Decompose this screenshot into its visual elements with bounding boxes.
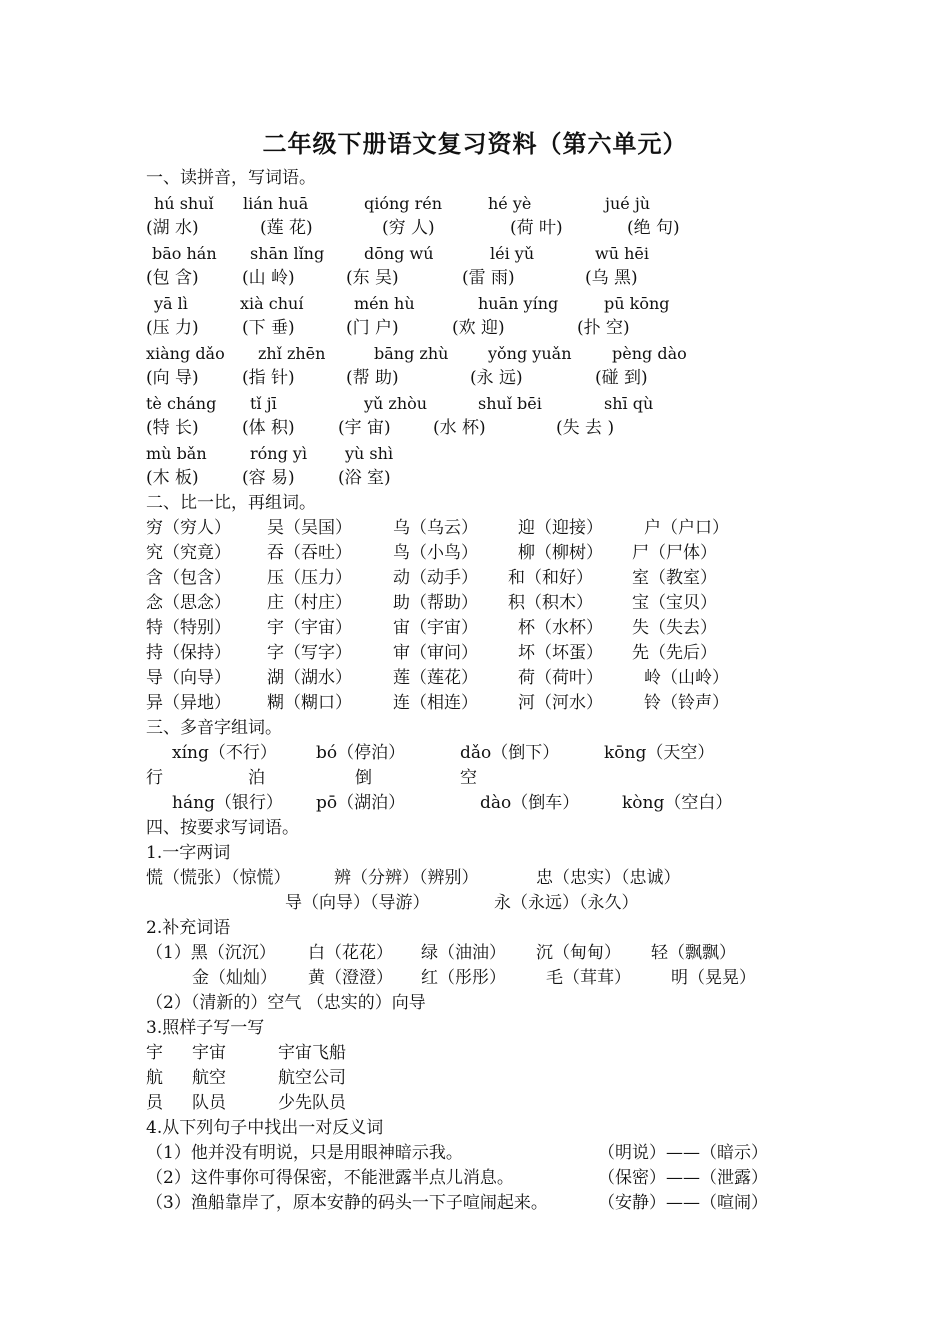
pinyin: dōng wú bbox=[364, 244, 434, 263]
compare-row bbox=[0, 666, 950, 691]
word-pair: 永（永远）（永久） bbox=[494, 893, 639, 913]
answer: (宇 宙) bbox=[338, 418, 391, 438]
answer: (向 导) bbox=[146, 368, 199, 388]
word-group: 助（帮助） bbox=[393, 593, 478, 613]
compare-row bbox=[0, 566, 950, 591]
polyphone-word: dào（倒车） bbox=[480, 793, 580, 813]
base-char: 航 bbox=[146, 1068, 163, 1088]
section-3-heading: 三、多音字组词。 bbox=[146, 718, 282, 738]
compare-row bbox=[0, 591, 950, 616]
sentence: （3）渔船靠岸了，原本安静的码头一下子喧闹起来。 bbox=[146, 1193, 548, 1213]
polyphone-word: dǎo（倒下） bbox=[460, 743, 560, 763]
answer: (山 岭) bbox=[242, 268, 295, 288]
answer: (水 杯) bbox=[433, 418, 486, 438]
pinyin: zhǐ zhēn bbox=[258, 344, 326, 363]
answer: (永 远) bbox=[470, 368, 523, 388]
word-group: 坏（坏蛋） bbox=[518, 643, 603, 663]
part-3-heading: 3.照样子写一写 bbox=[146, 1018, 265, 1038]
word-group: 动（动手） bbox=[393, 568, 478, 588]
answer-row bbox=[0, 216, 950, 241]
answer-row bbox=[0, 266, 950, 291]
answer: (门 户) bbox=[346, 318, 399, 338]
word-group: 宙（宇宙） bbox=[393, 618, 478, 638]
word-group: 含（包含） bbox=[146, 568, 231, 588]
sentence: （1）他并没有明说，只是用眼神暗示我。 bbox=[146, 1143, 463, 1163]
answer-row bbox=[0, 366, 950, 391]
phrase: 宇宙飞船 bbox=[278, 1043, 346, 1063]
word-group: 连（相连） bbox=[393, 693, 478, 713]
word-group: 吞（吞吐） bbox=[267, 543, 352, 563]
polyphone-char: 泊 bbox=[248, 768, 265, 788]
answer: (穷 人) bbox=[382, 218, 435, 238]
filled-word: 黄（澄澄） bbox=[308, 968, 393, 988]
compare-row bbox=[0, 516, 950, 541]
word-group: 持（保持） bbox=[146, 643, 231, 663]
answer: (指 针) bbox=[242, 368, 295, 388]
word: 宇宙 bbox=[192, 1043, 226, 1063]
word-group: 念（思念） bbox=[146, 593, 231, 613]
polyphone-word: háng（银行） bbox=[172, 793, 283, 813]
pinyin: xià chuí bbox=[240, 294, 304, 313]
word-pair: 忠（忠实）（忠诚） bbox=[536, 868, 681, 888]
pinyin: shuǐ bēi bbox=[478, 394, 542, 413]
pinyin: pèng dào bbox=[612, 344, 687, 363]
polyphone-word: kòng（空白） bbox=[622, 793, 733, 813]
pinyin: léi yǔ bbox=[490, 244, 535, 263]
phrase: 少先队员 bbox=[278, 1093, 346, 1113]
word-group: 庄（村庄） bbox=[267, 593, 352, 613]
pinyin: hú shuǐ bbox=[154, 194, 214, 213]
filled-word: 毛（茸茸） bbox=[546, 968, 631, 988]
filled-word: 绿（油油） bbox=[421, 943, 506, 963]
answer: (莲 花) bbox=[260, 218, 313, 238]
answer: (下 垂) bbox=[242, 318, 295, 338]
antonym-row bbox=[0, 1166, 950, 1191]
word-group: 压（压力） bbox=[267, 568, 352, 588]
word-group: 湖（湖水） bbox=[267, 668, 352, 688]
section-4-heading: 四、按要求写词语。 bbox=[146, 818, 299, 838]
polyphone-char: 倒 bbox=[355, 768, 372, 788]
word-group: 审（审问） bbox=[393, 643, 478, 663]
compare-row bbox=[0, 616, 950, 641]
section-1-heading: 一、读拼音，写词语。 bbox=[146, 168, 316, 188]
antonym-row bbox=[0, 1141, 950, 1166]
answer-row bbox=[0, 316, 950, 341]
word-group: 宇（宇宙） bbox=[267, 618, 352, 638]
pinyin: xiàng dǎo bbox=[146, 344, 225, 363]
word-pair: 慌（慌张）（惊慌） bbox=[146, 868, 291, 888]
sentence: （2）这件事你可得保密，不能泄露半点儿消息。 bbox=[146, 1168, 514, 1188]
pinyin: tǐ jī bbox=[250, 394, 277, 413]
answer: (特 长) bbox=[146, 418, 199, 438]
polyphone-word: bó（停泊） bbox=[316, 743, 406, 763]
pinyin: mù bǎn bbox=[146, 444, 207, 463]
word-group: 乌（乌云） bbox=[393, 518, 478, 538]
filled-word: （1）黑（沉沉） bbox=[146, 943, 276, 963]
pinyin: róng yì bbox=[250, 444, 308, 463]
pinyin: yā lì bbox=[154, 294, 188, 313]
polyphone-chars bbox=[0, 766, 950, 791]
pinyin: yǔ zhòu bbox=[364, 394, 428, 413]
answer: (乌 黑) bbox=[585, 268, 638, 288]
fill-words-row bbox=[0, 966, 950, 991]
one-char-two-words-row bbox=[0, 891, 950, 916]
antonym-pair: （明说）——（暗示） bbox=[598, 1143, 768, 1163]
pinyin-row bbox=[0, 191, 950, 216]
word-group: 积（积木） bbox=[508, 593, 593, 613]
answer: (体 积) bbox=[242, 418, 295, 438]
word-group: 杯（水杯） bbox=[518, 618, 603, 638]
pinyin: yǒng yuǎn bbox=[488, 344, 572, 363]
antonym-row bbox=[0, 1191, 950, 1216]
answer: (压 力) bbox=[146, 318, 199, 338]
polyphone-word: kōng（天空） bbox=[604, 743, 715, 763]
answer: (容 易) bbox=[242, 468, 295, 488]
answer: (帮 助) bbox=[346, 368, 399, 388]
example-row bbox=[0, 1091, 950, 1116]
filled-word: 沉（甸甸） bbox=[536, 943, 621, 963]
word-group: 导（向导） bbox=[146, 668, 231, 688]
polyphone-word: pō（湖泊） bbox=[316, 793, 406, 813]
pinyin: bāo hán bbox=[152, 244, 217, 263]
polyphone-char: 空 bbox=[460, 768, 477, 788]
answer-row bbox=[0, 416, 950, 441]
pinyin: bāng zhù bbox=[374, 344, 449, 363]
word-group: 迎（迎接） bbox=[518, 518, 603, 538]
answer: (荷 叶) bbox=[510, 218, 563, 238]
example-row bbox=[0, 1041, 950, 1066]
filled-word: 红（彤彤） bbox=[421, 968, 506, 988]
pinyin-row bbox=[0, 391, 950, 416]
word-group: 鸟（小鸟） bbox=[393, 543, 478, 563]
word-group: 莲（莲花） bbox=[393, 668, 478, 688]
word-group: 宝（宝贝） bbox=[632, 593, 717, 613]
pinyin-row bbox=[0, 241, 950, 266]
antonym-pair: （保密）——（泄露） bbox=[598, 1168, 768, 1188]
word-group: 究（究竟） bbox=[146, 543, 231, 563]
word-group: 字（写字） bbox=[267, 643, 352, 663]
part-2-heading: 2.补充词语 bbox=[146, 918, 231, 938]
word-group: 岭（山岭） bbox=[644, 668, 729, 688]
answer: (欢 迎) bbox=[452, 318, 505, 338]
answer: (湖 水) bbox=[146, 218, 199, 238]
part-1-heading: 1.一字两词 bbox=[146, 843, 231, 863]
filled-word: 白（花花） bbox=[308, 943, 393, 963]
polyphone-word: xíng（不行） bbox=[172, 743, 277, 763]
word-group: 柳（柳树） bbox=[518, 543, 603, 563]
page-title: 二年级下册语文复习资料（第六单元） bbox=[262, 129, 688, 158]
word-group: 室（教室） bbox=[632, 568, 717, 588]
word: 队员 bbox=[192, 1093, 226, 1113]
section-2-heading: 二、比一比，再组词。 bbox=[146, 493, 316, 513]
pinyin-row bbox=[0, 441, 950, 466]
pinyin-row bbox=[0, 291, 950, 316]
pinyin: wū hēi bbox=[595, 244, 649, 263]
filled-word: 明（晃晃） bbox=[671, 968, 756, 988]
answer: (木 板) bbox=[146, 468, 199, 488]
one-char-two-words-row bbox=[0, 866, 950, 891]
polyphone-row-top bbox=[0, 741, 950, 766]
filled-word: 轻（飘飘） bbox=[651, 943, 736, 963]
answer: (包 含) bbox=[146, 268, 199, 288]
pinyin: qióng rén bbox=[364, 194, 443, 213]
word-pair: 导（向导）（导游） bbox=[285, 893, 430, 913]
pinyin: shī qù bbox=[604, 394, 654, 413]
compare-row bbox=[0, 541, 950, 566]
pinyin: mén hù bbox=[354, 294, 415, 313]
word-group: 户（户口） bbox=[644, 518, 729, 538]
fill-words-row bbox=[0, 941, 950, 966]
pinyin: lián huā bbox=[243, 194, 309, 213]
answer: (东 吴) bbox=[346, 268, 399, 288]
answer: (雷 雨) bbox=[462, 268, 515, 288]
word-group: 异（异地） bbox=[146, 693, 231, 713]
word-group: 荷（荷叶） bbox=[518, 668, 603, 688]
word-group: 和（和好） bbox=[508, 568, 593, 588]
part-4-heading: 4.从下列句子中找出一对反义词 bbox=[146, 1118, 384, 1138]
word-pair: 辨（分辨）（辨别） bbox=[334, 868, 479, 888]
filled-phrase: （2）（清新的）空气 （忠实的）向导 bbox=[146, 993, 426, 1013]
word: 航空 bbox=[192, 1068, 226, 1088]
word-group: 铃（铃声） bbox=[644, 693, 729, 713]
pinyin: huān yíng bbox=[478, 294, 559, 313]
base-char: 员 bbox=[146, 1093, 163, 1113]
word-group: 吴（吴国） bbox=[267, 518, 352, 538]
word-group: 失（失去） bbox=[632, 618, 717, 638]
example-row bbox=[0, 1066, 950, 1091]
word-group: 尸（尸体） bbox=[632, 543, 717, 563]
answer-row bbox=[0, 466, 950, 491]
answer: (浴 室) bbox=[338, 468, 391, 488]
antonym-pair: （安静）——（喧闹） bbox=[598, 1193, 768, 1213]
word-group: 特（特别） bbox=[146, 618, 231, 638]
compare-row bbox=[0, 691, 950, 716]
word-group: 先（先后） bbox=[632, 643, 717, 663]
answer: (失 去 ) bbox=[556, 418, 615, 438]
word-group: 穷（穷人） bbox=[146, 518, 231, 538]
pinyin: yù shì bbox=[345, 444, 394, 463]
phrase: 航空公司 bbox=[278, 1068, 346, 1088]
word-group: 糊（糊口） bbox=[267, 693, 352, 713]
pinyin: jué jù bbox=[605, 194, 651, 213]
pinyin: pū kōng bbox=[604, 294, 670, 313]
answer: (绝 句) bbox=[627, 218, 680, 238]
pinyin-row bbox=[0, 341, 950, 366]
compare-row bbox=[0, 641, 950, 666]
pinyin: tè cháng bbox=[146, 394, 217, 413]
answer: (碰 到) bbox=[595, 368, 648, 388]
polyphone-row-bottom bbox=[0, 791, 950, 816]
fill-words-row bbox=[0, 991, 950, 1016]
answer: (扑 空) bbox=[577, 318, 630, 338]
polyphone-char: 行 bbox=[146, 768, 163, 788]
word-group: 河（河水） bbox=[518, 693, 603, 713]
pinyin: hé yè bbox=[488, 194, 532, 213]
pinyin: shān lǐng bbox=[250, 244, 325, 263]
base-char: 宇 bbox=[146, 1043, 163, 1063]
filled-word: 金（灿灿） bbox=[192, 968, 277, 988]
